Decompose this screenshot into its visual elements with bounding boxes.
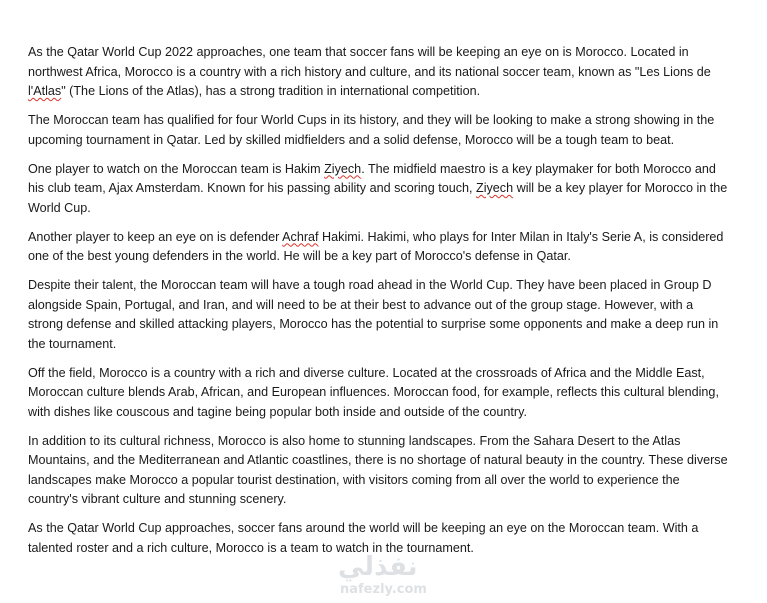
paragraph[interactable] — [28, 276, 730, 354]
document-body[interactable] — [28, 43, 730, 568]
paragraph-text: Hakimi. Hakimi, who plays for Inter Milan in Italy's Serie A, is considered one of the best young defenders in the world. He will be a key part of Morocco's defense in Qatar. — [28, 229, 724, 263]
paragraph-text: In addition to its cultural richness, Morocco is also home to stunning landscapes. From the Sahara Desert to the Atlas Mountains, and the Mediterranean and Atlantic coastlines, there is no shortage of natural beauty in the country. These diverse landscapes make Morocco a popular tourist destination, with visitors coming from all over the world to experience the country's vibrant culture and stunning scenery. — [28, 433, 728, 506]
watermark-text: nafezly.com — [340, 582, 427, 597]
paragraph-text: Another player to keep an eye on is defender — [28, 229, 283, 244]
paragraph-text: " (The Lions of the Atlas), has a strong tradition in international competition. — [61, 84, 481, 98]
paragraph-text: Despite their talent, the Moroccan team will have a tough road ahead in the World Cup. They have been placed in Group D alongside Spain, Portugal, and Iran, and will need to be at their best to advance out of the group stage. However, with a strong defense and skilled attacking players, Morocco has the potential to surprise some opponents and make a deep run in the tournament. — [28, 278, 719, 351]
paragraph-text: . The midfield maestro is a key playmaker for both Morocco and his club team, Ajax Amsterdam. Known for his passing ability and scoring touch, — [28, 161, 716, 195]
paragraph[interactable] — [28, 160, 730, 219]
paragraph-text: As the Qatar World Cup approaches, soccer fans around the world will be keeping an eye on the Moroccan team. With a talented roster and a rich culture, Morocco is a team to watch in the tournament. — [28, 521, 699, 555]
paragraph[interactable] — [28, 43, 730, 102]
watermark-logo: نفذلي — [338, 552, 418, 582]
spellcheck-flagged-word: l'Atlas — [28, 84, 62, 98]
paragraph-text: will be a key player for Morocco in the World Cup. — [28, 181, 728, 215]
paragraph-text: Off the field, Morocco is a country with a rich and diverse culture. Located at the crossroads of Africa and the Middle East, Moroccan culture blends Arab, African, and European influences. Moroccan food, for example, reflects this cultural blending, with dishes like couscous and tagine being popular both inside and outside of the country. — [28, 365, 719, 419]
spellcheck-flagged-word: Achraf — [282, 229, 319, 244]
paragraph-text: One player to watch on the Moroccan team is Hakim — [28, 161, 325, 176]
paragraph[interactable] — [28, 432, 730, 510]
spellcheck-flagged-word: Ziyech — [476, 181, 514, 195]
spellcheck-flagged-word: Ziyech — [324, 161, 362, 176]
paragraph[interactable] — [28, 519, 730, 558]
paragraph[interactable] — [28, 364, 730, 423]
paragraph-text: As the Qatar World Cup 2022 approaches, one team that soccer fans will be keeping an eye on is Morocco. Located in northwest Africa, Morocco is a country with a rich history and culture, and its national soccer team, known as "Les Lions de — [28, 45, 711, 79]
paragraph-text: The Moroccan team has qualified for four World Cups in its history, and they will be looking to make a strong showing in the upcoming tournament in Qatar. Led by skilled midfielders and a solid defense, Morocco will be a tough team to beat. — [28, 113, 715, 147]
paragraph[interactable] — [28, 111, 730, 150]
paragraph[interactable] — [28, 228, 730, 267]
